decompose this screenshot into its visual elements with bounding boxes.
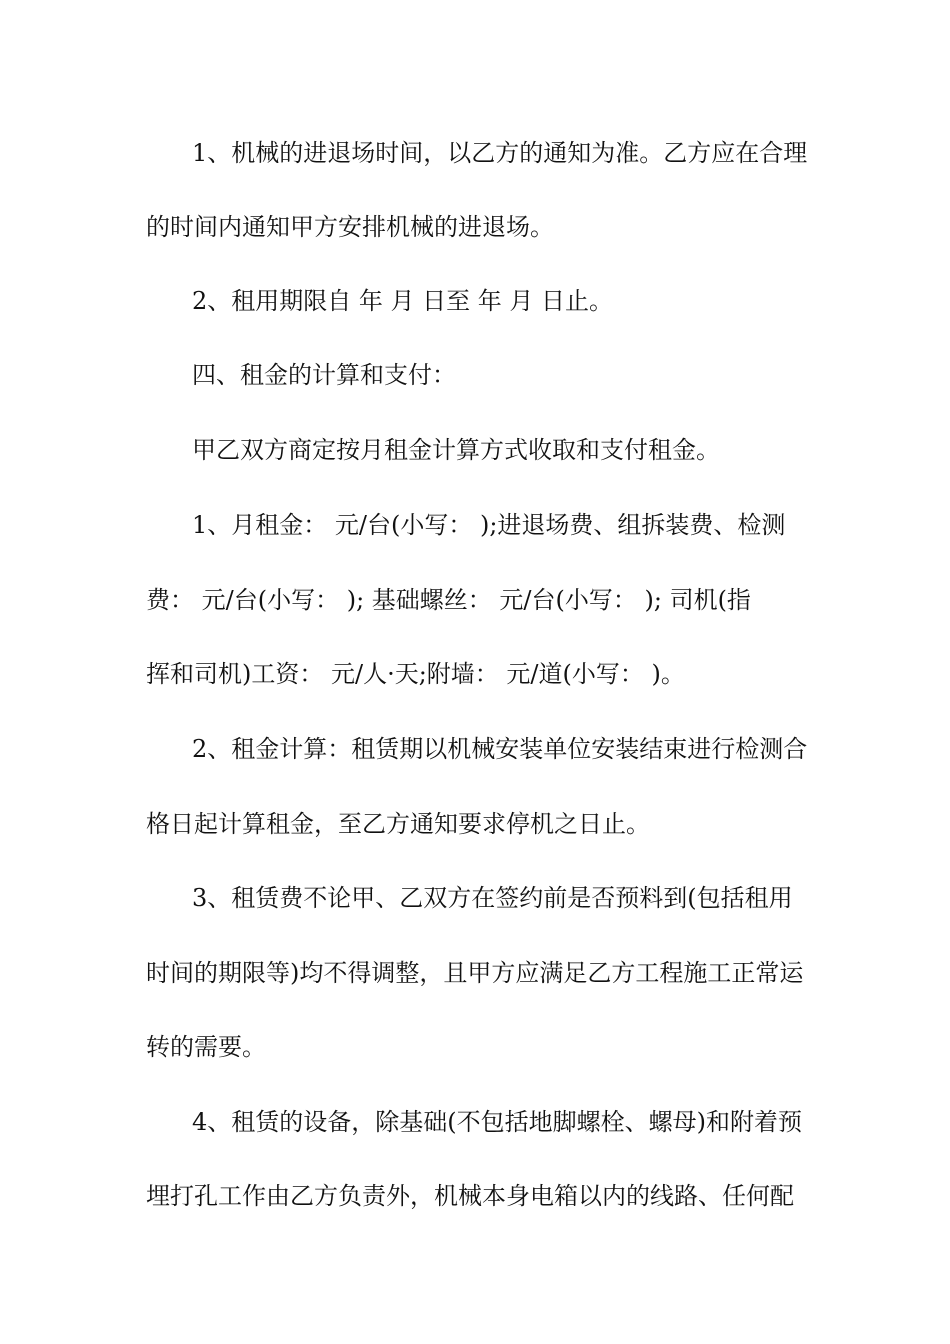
text-line: 2、租金计算：租赁期以机械安装单位安装结束进行检测合 <box>192 735 808 763</box>
text-line: 埋打孔工作由乙方负责外，机械本身电箱以内的线路、任何配 <box>146 1182 794 1210</box>
text-line: 格日起计算租金，至乙方通知要求停机之日止。 <box>146 810 650 838</box>
text-line: 费： 元/台(小写： ); 基础螺丝： 元/台(小写： ); 司机(指 <box>146 586 751 614</box>
section-heading: 四、租金的计算和支付： <box>192 361 456 389</box>
text-line: 挥和司机)工资： 元/人·天;附墙： 元/道(小写： )。 <box>146 660 685 688</box>
text-line: 2、租用期限自 年 月 日至 年 月 日止。 <box>192 287 614 315</box>
text-line: 4、租赁的设备，除基础(不包括地脚螺栓、螺母)和附着预 <box>192 1108 802 1136</box>
text-line: 3、租赁费不论甲、乙双方在签约前是否预料到(包括租用 <box>192 884 793 912</box>
text-line: 时间的期限等)均不得调整，且甲方应满足乙方工程施工正常运 <box>146 959 804 987</box>
text-line: 甲乙双方商定按月租金计算方式收取和支付租金。 <box>192 436 720 464</box>
text-line: 1、月租金： 元/台(小写： );进退场费、组拆装费、检测 <box>192 511 786 539</box>
text-line: 转的需要。 <box>146 1033 266 1061</box>
text-line: 1、机械的进退场时间，以乙方的通知为准。乙方应在合理 <box>192 139 808 167</box>
text-line: 的时间内通知甲方安排机械的进退场。 <box>146 213 554 241</box>
